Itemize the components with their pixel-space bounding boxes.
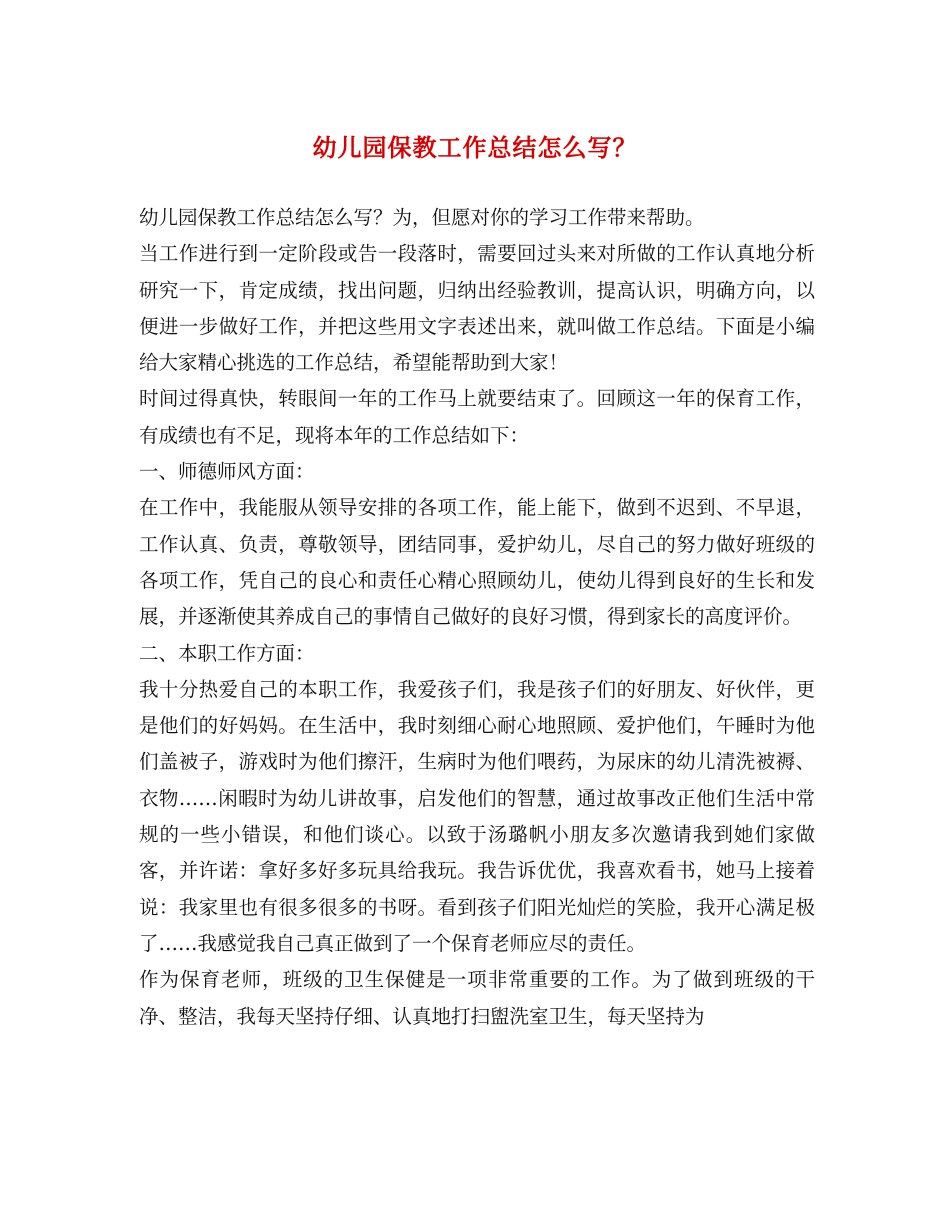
document-title: 幼儿园保教工作总结怎么写？ (312, 133, 638, 162)
context-paragraph: 当工作进行到一定阶段或告一段落时，需要回过头来对所做的工作认真地分析研究一下，肯定成绩，找出问题，归纳出经验教训，提高认识，明确方向，以便进一步做好工作，并把这些用文字表述出来，就叫做工作总结。下面是小编给大家精心挑选的工作总结，希望能帮助到大家！ (139, 242, 815, 375)
section-heading-duties: 二、本职工作方面： (139, 641, 315, 665)
intro-paragraph: 幼儿园保教工作总结怎么写？为，但愿对你的学习工作带来帮助。 (139, 206, 705, 229)
duties-paragraph: 我十分热爱自己的本职工作，我爱孩子们，我是孩子们的好朋友、好伙伴，更是他们的好妈妈。在生活中，我时刻细心耐心地照顾、爱护他们，午睡时为他们盖被子，游戏时为他们擦汗，生病时为他们喂药，为尿床的幼儿清洗被褥、衣物……闲暇时为幼儿讲故事，启发他们的智慧，通过故事改正他们生活中常规的一些小错误，和他们谈心。以致于汤璐帆小朋友多次邀请我到她们家做客，并许诺：拿好多好多玩具给我玩。我告诉优优，我喜欢看书，她马上接着说：我家里也有很多很多的书呀。看到孩子们阳光灿烂的笑脸，我开心满足极了……我感觉我自己真正做到了一个保育老师应尽的责任。 (139, 677, 815, 955)
section-heading-ethics: 一、师德师风方面： (139, 460, 315, 484)
ethics-paragraph: 在工作中，我能服从领导安排的各项工作，能上能下，做到不迟到、不早退，工作认真、负责，尊敬领导，团结同事，爱护幼儿，尽自己的努力做好班级的各项工作，凭自己的良心和责任心精心照顾幼儿，使幼儿得到良好的生长和发展，并逐渐使其养成自己的事情自己做好的良好习惯，得到家长的高度评价。 (139, 496, 815, 629)
document-body (139, 200, 815, 1035)
hygiene-paragraph: 作为保育老师，班级的卫生保健是一项非常重要的工作。为了做到班级的干净、整洁，我每天坚持仔细、认真地打扫盥洗室卫生，每天坚持为 (139, 968, 815, 1028)
summary-intro-paragraph: 时间过得真快，转眼间一年的工作马上就要结束了。回顾这一年的保育工作，有成绩也有不足，现将本年的工作总结如下： (139, 387, 815, 447)
